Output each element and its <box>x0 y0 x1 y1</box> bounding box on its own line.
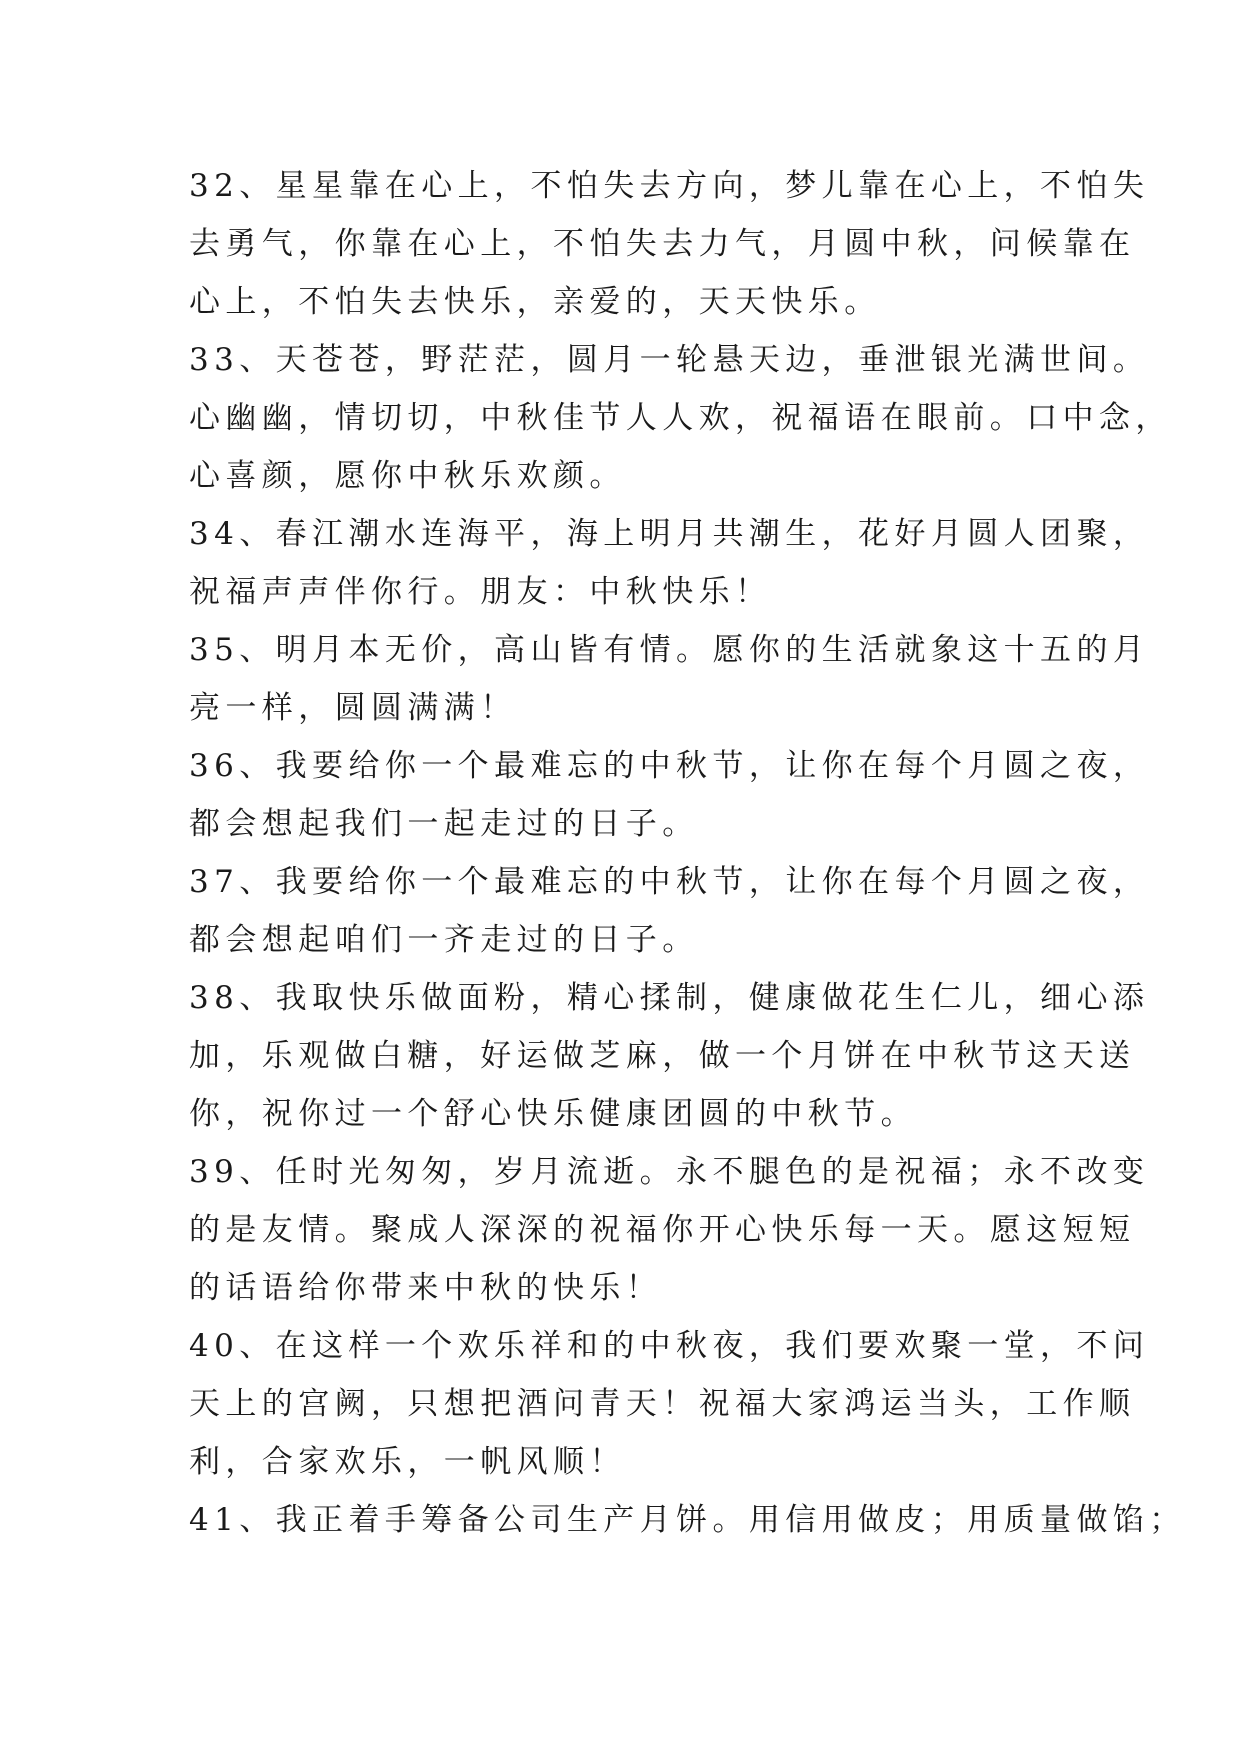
paragraph <box>189 1143 1150 1317</box>
paragraph <box>189 737 1150 853</box>
text-line: 的是友情。聚成人深深的祝福你开心快乐每一天。愿这短短 <box>189 1212 1136 1248</box>
text-line: 天上的宫阙，只想把酒问青天！祝福大家鸿运当头，工作顺 <box>189 1386 1136 1422</box>
text-line: 加，乐观做白糖，好运做芝麻，做一个月饼在中秋节这天送 <box>189 1038 1136 1074</box>
text-line: 34、春江潮水连海平，海上明月共潮生，花好月圆人团聚， <box>189 516 1150 552</box>
text-line: 40、在这样一个欢乐祥和的中秋夜，我们要欢聚一堂，不问 <box>189 1328 1150 1364</box>
text-line: 37、我要给你一个最难忘的中秋节，让你在每个月圆之夜， <box>189 864 1150 900</box>
text-line: 都会想起咱们一齐走过的日子。 <box>189 922 699 958</box>
paragraph <box>189 853 1150 969</box>
text-line: 利，合家欢乐，一帆风顺！ <box>189 1444 626 1480</box>
paragraph <box>189 157 1150 331</box>
text-line: 心上，不怕失去快乐，亲爱的，天天快乐。 <box>189 284 881 320</box>
document-body <box>189 157 1186 1549</box>
text-line: 41、我正着手筹备公司生产月饼。用信用做皮；用质量做馅； <box>189 1502 1186 1538</box>
text-line: 心喜颜，愿你中秋乐欢颜。 <box>189 458 626 494</box>
text-line: 的话语给你带来中秋的快乐！ <box>189 1270 663 1306</box>
text-line: 39、任时光匆匆，岁月流逝。永不腿色的是祝福；永不改变 <box>189 1154 1150 1190</box>
text-line: 33、天苍苍，野茫茫，圆月一轮悬天边，垂泄银光满世间。 <box>189 342 1150 378</box>
text-line: 都会想起我们一起走过的日子。 <box>189 806 699 842</box>
text-line: 35、明月本无价，高山皆有情。愿你的生活就象这十五的月 <box>189 632 1150 668</box>
paragraph <box>189 1491 1186 1549</box>
text-line: 38、我取快乐做面粉，精心揉制，健康做花生仁儿，细心添 <box>189 980 1150 1016</box>
paragraph <box>189 1317 1150 1491</box>
paragraph <box>189 969 1150 1143</box>
text-line: 你，祝你过一个舒心快乐健康团圆的中秋节。 <box>189 1096 917 1132</box>
text-line: 去勇气，你靠在心上，不怕失去力气，月圆中秋，问候靠在 <box>189 226 1136 262</box>
paragraph <box>189 505 1150 621</box>
text-line: 心幽幽，情切切，中秋佳节人人欢，祝福语在眼前。口中念， <box>189 400 1172 436</box>
text-line: 32、星星靠在心上，不怕失去方向，梦儿靠在心上，不怕失 <box>189 168 1150 204</box>
paragraph <box>189 331 1172 505</box>
text-line: 36、我要给你一个最难忘的中秋节，让你在每个月圆之夜， <box>189 748 1150 784</box>
text-line: 亮一样，圆圆满满！ <box>189 690 517 726</box>
paragraph <box>189 621 1150 737</box>
text-line: 祝福声声伴你行。朋友：中秋快乐！ <box>189 574 772 610</box>
